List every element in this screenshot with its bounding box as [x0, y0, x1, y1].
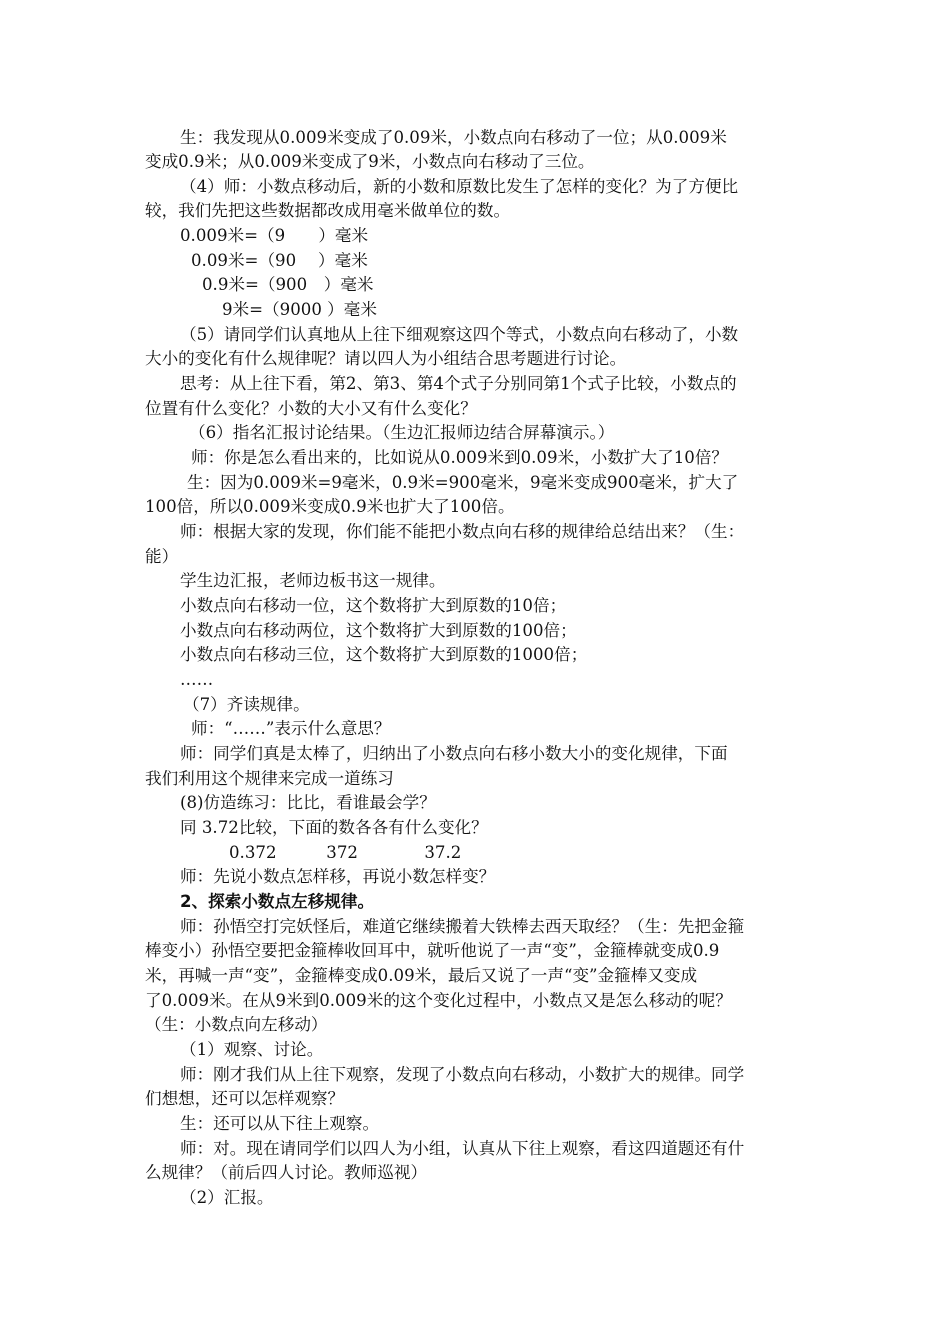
- text-line: （生：小数点向左移动）: [145, 1015, 328, 1034]
- text-line: 小数点向右移动两位，这个数将扩大到原数的100倍；: [180, 621, 577, 640]
- text-line: 能）: [145, 547, 179, 566]
- text-line: 么规律？（前后四人讨论。教师巡视）: [145, 1163, 428, 1182]
- text-line: 师：刚才我们从上往下观察，发现了小数点向右移动，小数扩大的规律。同学: [180, 1065, 745, 1084]
- text-line: 0.09米=（90 ）毫米: [191, 251, 368, 270]
- text-line: 0.372 372 37.2: [229, 843, 462, 862]
- text-line: 棒变小）孙悟空要把金箍棒收回耳中，就听他说了一声“变”，金箍棒就变成0.9: [145, 941, 720, 960]
- text-line: (8)仿造练习：比比，看谁最会学？: [180, 793, 436, 812]
- text-line: 0.9米=（900 ）毫米: [202, 275, 374, 294]
- text-line: 米，再喊一声“变”，金箍棒变成0.09米，最后又说了一声“变”金箍棒又变成: [145, 966, 698, 985]
- text-line: 思考：从上往下看，第2、第3、第4个式子分别同第1个式子比较，小数点的: [180, 374, 737, 393]
- text-line: 了0.009米。在从9米到0.009米的这个变化过程中，小数点又是怎么移动的呢？: [145, 991, 732, 1010]
- text-line: （7）齐读规律。: [183, 695, 310, 714]
- text-line: 师：同学们真是太棒了，归纳出了小数点向右移小数大小的变化规律，下面: [180, 744, 728, 763]
- text-line: 生：因为0.009米=9毫米，0.9米=900毫米，9毫米变成900毫米，扩大了: [187, 473, 739, 492]
- section-heading: 2、探索小数点左移规律。: [180, 892, 375, 911]
- text-line: 较，我们先把这些数据都改成用毫米做单位的数。: [145, 201, 511, 220]
- text-line: 们想想，还可以怎样观察？: [145, 1089, 345, 1108]
- text-line: 小数点向右移动一位，这个数将扩大到原数的10倍；: [180, 596, 567, 615]
- text-line: 师：对。现在请同学们以四人为小组，认真从下往上观察，看这四道题还有什: [180, 1139, 745, 1158]
- text-line: 生：我发现从0.009米变成了0.09米，小数点向右移动了一位；从0.009米: [180, 128, 727, 147]
- text-line: 0.009米=（9 ）毫米: [180, 226, 369, 245]
- text-line: 师：你是怎么看出来的，比如说从0.009米到0.09米，小数扩大了10倍？: [191, 448, 729, 467]
- text-line: 师：先说小数点怎样移，再说小数怎样变？: [180, 867, 496, 886]
- text-line: 师：孙悟空打完妖怪后，难道它继续搬着大铁棒去西天取经？（生：先把金箍: [180, 917, 745, 936]
- text-line: （4）师：小数点移动后，新的小数和原数比发生了怎样的变化？为了方便比: [180, 177, 739, 196]
- text-line: 大小的变化有什么规律呢？请以四人为小组结合思考题进行讨论。: [145, 349, 627, 368]
- text-line: ……: [180, 670, 214, 689]
- text-line: 生：还可以从下往上观察。: [180, 1114, 380, 1133]
- text-line: 师：根据大家的发现，你们能不能把小数点向右移的规律给总结出来？（生：: [180, 522, 745, 541]
- text-line: 学生边汇报，老师边板书这一规律。: [180, 571, 446, 590]
- text-line: （1）观察、讨论。: [180, 1040, 324, 1059]
- text-line: 师：“……”表示什么意思？: [191, 719, 391, 738]
- text-line: 同 3.72比较，下面的数各各有什么变化？: [180, 818, 488, 837]
- text-line: 9米=（9000 ）毫米: [222, 300, 377, 319]
- text-line: 变成0.9米；从0.009米变成了9米，小数点向右移动了三位。: [145, 152, 595, 171]
- text-line: （5）请同学们认真地从上往下细观察这四个等式，小数点向右移动了，小数: [180, 325, 739, 344]
- text-line: 小数点向右移动三位，这个数将扩大到原数的1000倍；: [180, 645, 588, 664]
- text-line: 我们利用这个规律来完成一道练习: [145, 769, 394, 788]
- text-line: 100倍，所以0.009米变成0.9米也扩大了100倍。: [145, 497, 515, 516]
- text-line: （6）指名汇报讨论结果。（生边汇报师边结合屏幕演示。）: [189, 423, 615, 442]
- text-line: 位置有什么变化？小数的大小又有什么变化？: [145, 399, 477, 418]
- text-line: （2）汇报。: [180, 1188, 274, 1207]
